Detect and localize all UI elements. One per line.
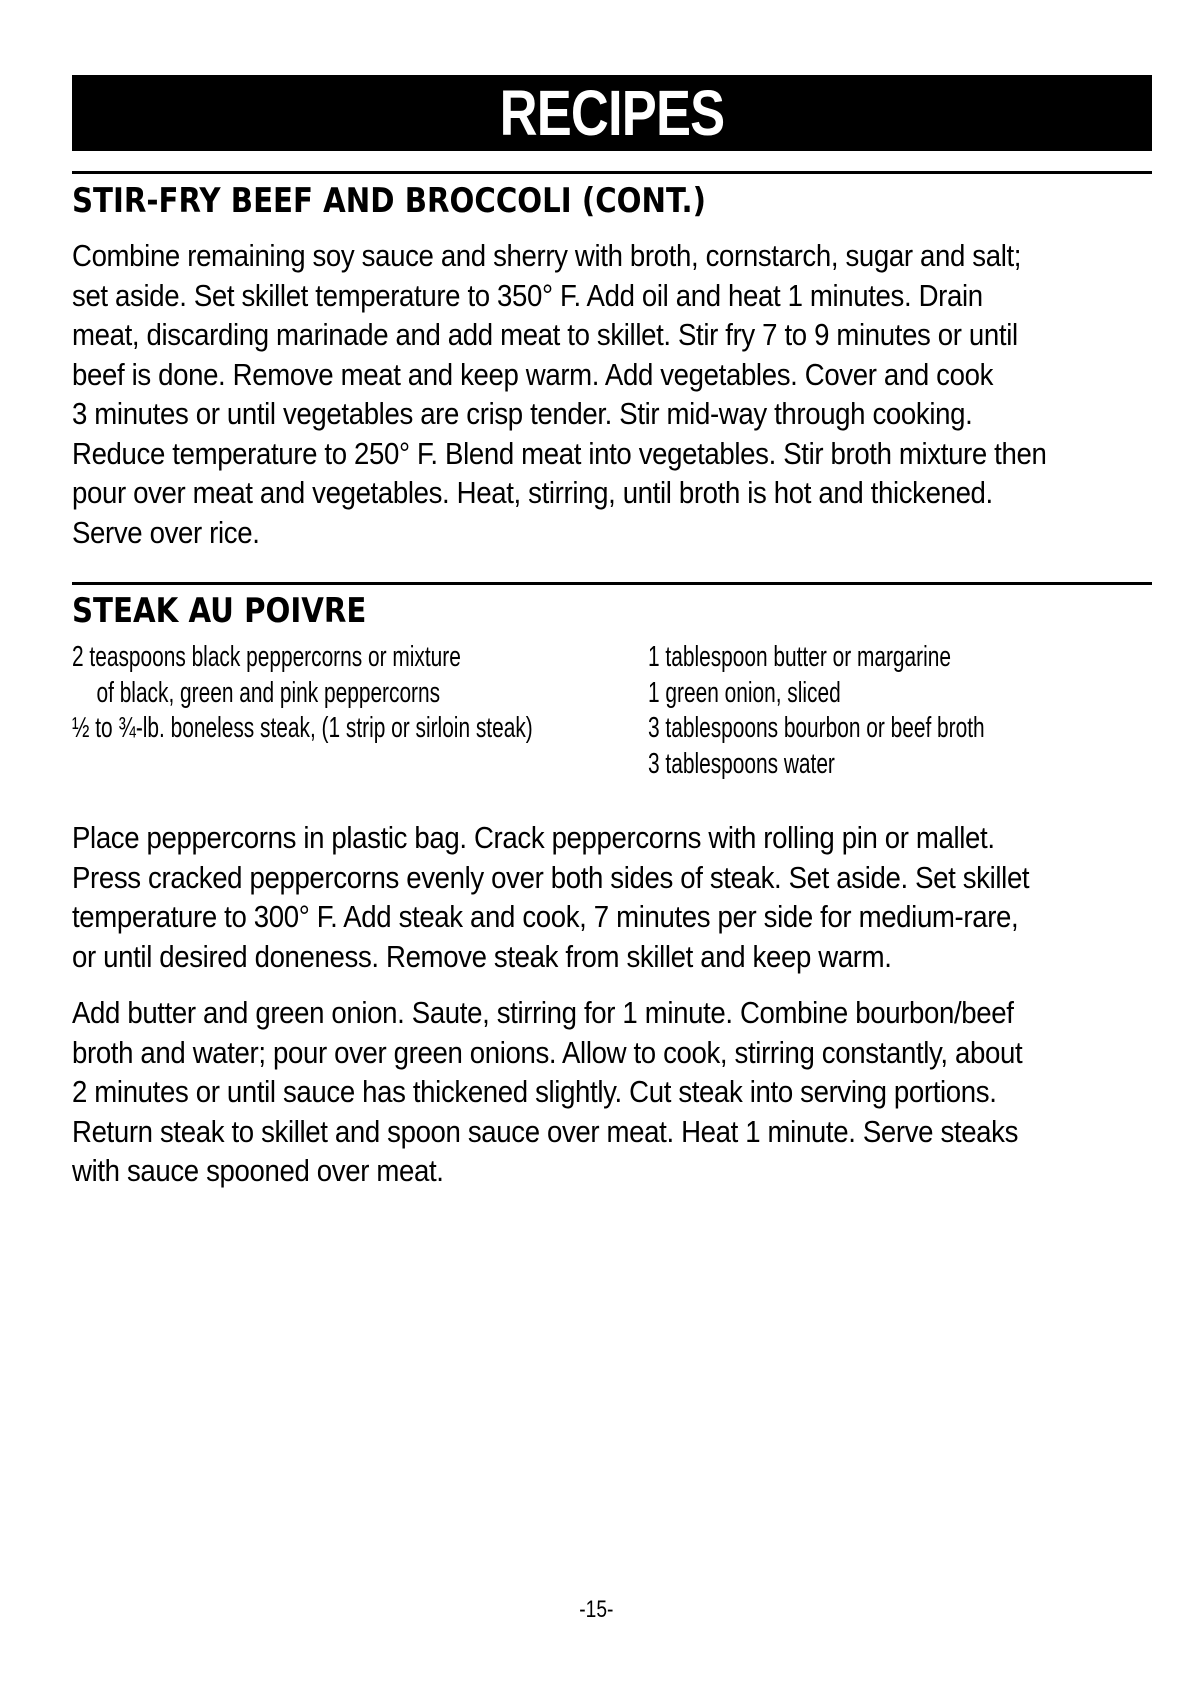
text-line: beef is done. Remove meat and keep warm. Add vegetables. Cover and cook [72,356,994,392]
text-line: Return steak to skillet and spoon sauce over meat. Heat 1 minute. Serve steaks [72,1113,1019,1149]
ingredient-column-left [72,640,712,747]
text-line: pour over meat and vegetables. Heat, stirring, until broth is hot and thickened. [72,475,993,510]
text-line: Serve over rice. [72,514,260,550]
page-number-text: -15- [578,1596,614,1623]
ingredient-item: 1 tablespoon butter or margarine [648,641,951,673]
text-line: broth and water; pour over green onions. Allow to cook, stirring constantly, about [72,1034,1023,1070]
steak-directions-1 [72,818,1162,976]
section-divider [72,171,1152,174]
ingredient-list [72,640,1152,790]
ingredient-item: 3 tablespoons water [648,747,835,780]
ingredient-column-right [648,640,1116,782]
ingredient-item: 3 tablespoons bourbon or beef broth [648,712,985,744]
text-line: meat, discarding marinade and add meat to skillet. Stir fry 7 to 9 minutes or until [72,317,1018,352]
page-number [0,1598,1192,1622]
text-line: Add butter and green onion. Saute, stirring for 1 minute. Combine bourbon/beef [72,995,1014,1030]
text-line: Press cracked peppercorns evenly over both sides of steak. Set aside. Set skillet [72,859,1030,895]
ingredient-item: ½ to ¾-lb. boneless steak, (1 strip or sirloin steak) [72,712,533,744]
page-title: RECIPES [499,77,725,149]
text-line: Combine remaining soy sauce and sherry with broth, cornstarch, sugar and salt; [72,238,1022,273]
section-divider [72,582,1152,585]
ingredient-item: 2 teaspoons black peppercorns or mixture [72,641,461,673]
text-line: temperature to 300° F. Add steak and cook, 7 minutes per side for medium-rare, [72,899,1019,934]
recipe-heading-stir-fry: STIR-FRY BEEF AND BROCCOLI (CONT.) [72,181,706,221]
steak-directions-2 [72,993,1162,1191]
recipe-heading-steak: STEAK AU POIVRE [72,591,367,631]
text-line: Reduce temperature to 250° F. Blend meat into vegetables. Stir broth mixture then [72,435,1047,471]
stir-fry-directions [72,236,1162,552]
text-line: or until desired doneness. Remove steak from skillet and keep warm. [72,938,892,974]
text-line: 2 minutes or until sauce has thickened slightly. Cut steak into serving portions. [72,1074,997,1109]
ingredient-item: 1 green onion, sliced [648,676,841,709]
ingredient-item: of black, green and pink peppercorns [96,676,441,709]
text-line: with sauce spooned over meat. [72,1153,444,1188]
text-line: set aside. Set skillet temperature to 350° F. Add oil and heat 1 minutes. Drain [72,277,983,313]
text-line: Place peppercorns in plastic bag. Crack peppercorns with rolling pin or mallet. [72,820,995,855]
page-banner [72,75,1152,151]
text-line: 3 minutes or until vegetables are crisp tender. Stir mid-way through cooking. [72,396,973,431]
